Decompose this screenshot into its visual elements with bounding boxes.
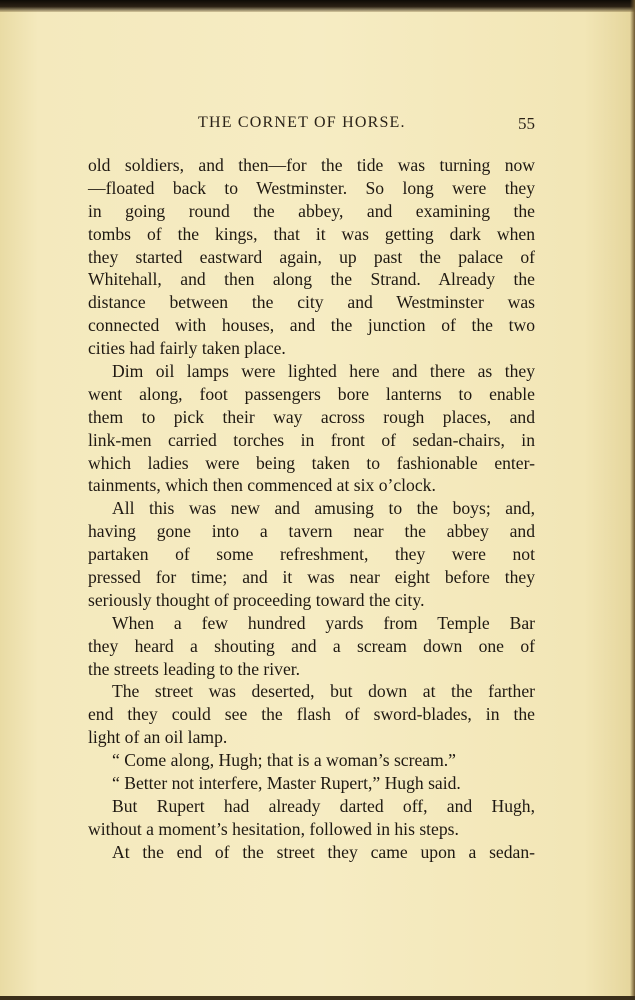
text-line: having gone into a tavern near the abbey and [88, 521, 535, 542]
text-line: cities had fairly taken place. [88, 338, 286, 359]
text-line: But Rupert had already darted off, and Hugh, [112, 795, 535, 816]
text-line: partaken of some refreshment, they were not [88, 544, 535, 565]
body-text [88, 154, 535, 864]
text-line: The street was deserted, but down at the farther [112, 681, 535, 702]
text-line: Whitehall, and then along the Strand. Already the [88, 269, 535, 290]
text-line: end they could see the flash of sword-blades, in the [88, 704, 535, 725]
text-line: tainments, which then commenced at six o’clock. [88, 475, 436, 496]
text-line: link-men carried torches in front of sedan-chairs, in [88, 429, 535, 450]
text-line: them to pick their way across rough places, and [88, 406, 535, 427]
text-line: in going round the abbey, and examining the [88, 200, 535, 221]
text-line: distance between the city and Westminster was [88, 292, 535, 313]
text-line: “ Better not interfere, Master Rupert,” Hugh said. [112, 773, 461, 794]
text-line: light of an oil lamp. [88, 727, 228, 748]
page-top-edge [0, 0, 635, 12]
page-number: 55 [518, 114, 535, 133]
text-line: the streets leading to the river. [88, 658, 301, 679]
page-right-edge [630, 0, 635, 1000]
text-line: they started eastward again, up past the palace of [88, 246, 535, 267]
text-line: Dim oil lamps were lighted here and there as they [112, 361, 535, 382]
text-line: seriously thought of proceeding toward the city. [88, 589, 425, 610]
text-line: they heard a shouting and a scream down one of [88, 635, 535, 656]
text-line: which ladies were being taken to fashionable enter- [88, 452, 535, 473]
running-head [88, 114, 535, 136]
text-line: old soldiers, and then—for the tide was turning now [88, 155, 535, 175]
text-line: without a moment’s hesitation, followed in his steps. [88, 818, 459, 839]
text-line: “ Come along, Hugh; that is a woman’s scream.” [112, 750, 456, 771]
text-line: All this was new and amusing to the boys; and, [112, 498, 535, 519]
text-line: At the end of the street they came upon a sedan- [112, 841, 535, 862]
text-line: went along, foot passengers bore lanterns to enable [88, 383, 535, 404]
page-bottom-edge [0, 996, 635, 1000]
text-line: —floated back to Westminster. So long were they [88, 177, 535, 198]
text-line: When a few hundred yards from Temple Bar [112, 612, 535, 633]
running-title: THE CORNET OF HORSE. [198, 114, 406, 131]
text-line: pressed for time; and it was near eight before they [88, 567, 535, 588]
text-line: connected with houses, and the junction of the two [88, 315, 535, 336]
text-line: tombs of the kings, that it was getting dark when [88, 223, 535, 244]
